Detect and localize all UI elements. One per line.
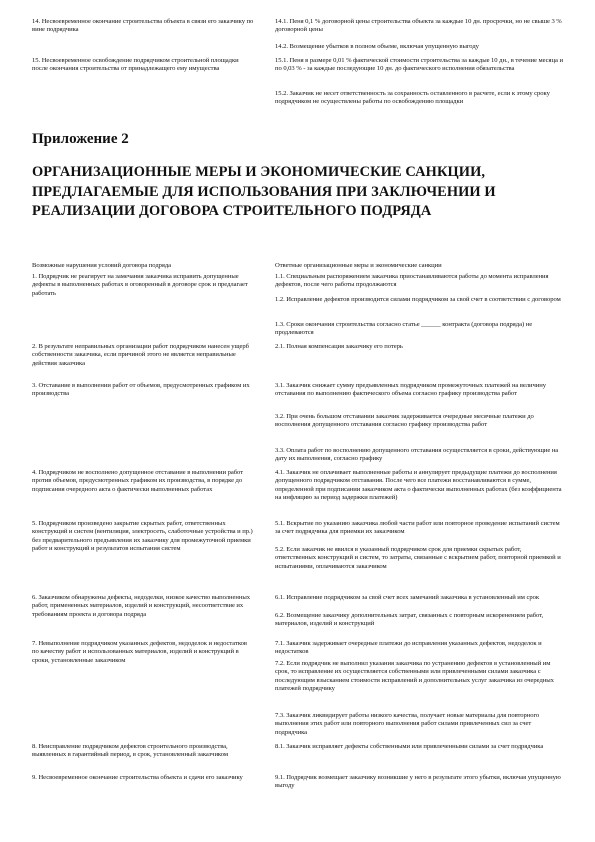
sanction-text: 7.3. Заказчик ликвидирует работы низкого качества, получает новые материалы для повторного выполнения этих работ или повторного выполнения работ силами привлеченных сил за счет подрядчика	[275, 712, 540, 736]
sanction-text: 3.2. При очень большом отставании заказчик задерживается очередные месячные платежи до восполнения допущенного отставания согласно графику производства работ	[275, 413, 534, 429]
sanction-text: 14.1. Пеня 0,1 % договорной цены строительства объекта за каждые 10 дн. просрочки, но не свыше 3 % договорной цены	[275, 18, 562, 34]
column-header-violations: Возможные нарушения условий договора подряда	[32, 262, 172, 269]
violation-text: 4. Подрядчиком не восполнено допущенное отставание в выполнении работ против объемов, предусмотренных графиком их производства, в порядке до подписания очередного акта о фактически выполненных работах	[32, 469, 244, 493]
violation-text: 8. Неисправление подрядчиком дефектов строительного производства, выявленных в гарантийный период, в срок, установленный заказчиком	[32, 743, 228, 759]
sanction-text: 15.2. Заказчик не несет ответственность за сохранность оставленного в расчете, если к этому сроку подрядчиком не осуществлены работы по освобождению площадки	[275, 90, 550, 106]
main-heading: ОРГАНИЗАЦИОННЫЕ МЕРЫ И ЭКОНОМИЧЕСКИЕ САНКЦИИ, ПРЕДЛАГАЕМЫЕ ДЛЯ ИСПОЛЬЗОВАНИЯ ПРИ ЗАКЛЮЧЕНИИ И РЕАЛИЗАЦИИ ДОГОВОРА СТРОИТЕЛЬНОГО ПОДРЯДА	[32, 164, 496, 219]
violation-text: 14. Несвоевременное окончание строительства объекта в связи его заказчику по вине подрядчика	[32, 18, 254, 34]
sanction-text: 1.2. Исправление дефектов производится силами подрядчиком за свой счет в соответствии с договором	[275, 296, 561, 303]
violation-text: 5. Подрядчиком произведено закрытие скрытых работ, ответственных конструкций и систем (вентиляция, электросеть, слаботочные устройства и пр.) без предварительного предъявления их заказчику для промежуточной приемки работ и конструкций и результатов испытания систем	[32, 520, 253, 552]
sanction-text: 15.1. Пеня в размере 0,01 % фактической стоимости строительства за каждые 10 дн., в течение месяца и по 0,03 % - за каждые последующие 10 дн. до фактического исполнения обязательства	[275, 57, 563, 73]
sanction-text: 5.2. Если заказчик не явился в указанный подрядчиком срок для приемки скрытых работ, ответственных конструкций и систем, то затраты, связанные с вскрытием работ, повторной приемкой и испытаниями, оплачиваются заказчиком	[275, 546, 561, 570]
violation-text: 6. Заказчиком обнаружены дефекты, недоделки, низкое качество выполненных работ, примененных материалов, изделий и конструкций, несоответствие их требованиям проекта и договора подряда	[32, 594, 250, 618]
sanction-text: 4.1. Заказчик не оплачивает выполненные работы и аннулирует предыдущие платежи до восполнения допущенного подрядчиком отставания. После чего все платежи восстанавливаются в сумме, определенной при подписании заказчиком акта о фактически выполненных работах (без коэффициента на инфляцию за период задержки платежей)	[275, 469, 562, 501]
violation-text: 15. Несвоевременное освобождение подрядчиком строительной площадки после окончания строительства от принадлежащего ему имущества	[32, 57, 239, 73]
sanction-text: 9.1. Подрядчик возмещает заказчику возникшие у него в результате этого убытки, включая упущенную выгоду	[275, 774, 561, 790]
appendix-title: Приложение 2	[32, 131, 129, 147]
sanction-text: 8.1. Заказчик исправляет дефекты собственными или привлеченными силами за счет подрядчика	[275, 743, 544, 750]
violation-text: 7. Невыполнение подрядчиком указанных дефектов, недоделок и недостатков по качеству работ и использованных материалов, изделий и конструкций в сроки, установленные заказчиком	[32, 640, 247, 664]
violation-text: 9. Несвоевременное окончание строительства объекта и сдачи его заказчику	[32, 774, 243, 781]
violation-text: 1. Подрядчик не реагирует на замечания заказчика исправить допущенные дефекты в выполненных работах в оговоренный в договоре срок и предлагает работать	[32, 273, 248, 297]
sanction-text: 1.1. Специальным распоряжением заказчика приостанавливаются работы до момента исправления дефектов, после чего работы продолжаются	[275, 273, 549, 289]
column-header-sanctions: Ответные организационные меры и экономические санкции	[275, 262, 442, 269]
violation-text: 3. Отставание в выполнении работ от объемов, предусмотренных графиком их производства	[32, 382, 250, 398]
violation-text: 2. В результате неправильных организации работ подрядчиком нанесен ущерб собственности заказчика, если причиной этого не является неправильные действия заказчика	[32, 343, 249, 367]
sanction-text: 6.1. Исправление подрядчиком за свой счет всех замечаний заказчика в установленный им срок	[275, 594, 540, 601]
sanction-text: 1.3. Сроки окончания строительства согласно статье ______ контракта (договора подряда) не продлеваются	[275, 321, 533, 337]
sanction-text: 7.2. Если подрядчик не выполнил указания заказчика по устранению дефектов в установленный им срок, то исправление их осуществляется собственными или привлеченными силами заказчика с последующим взысканием стоимости исправлений и дополнительных услуг заказчика из очередных платежей подрядчику	[275, 660, 554, 692]
sanction-text: 5.1. Вскрытие по указанию заказчика любой части работ или повторное проведение испытаний систем за счет подрядчика для приемки их заказчиком	[275, 520, 560, 536]
sanction-text: 3.3. Оплата работ по восполнению допущенного отставания осуществляется в сроки, действующие на дату их выполнения, согласно графику	[275, 447, 559, 463]
sanction-text: 2.1. Полная компенсация заказчику его потерь	[275, 343, 403, 350]
sanction-text: 6.2. Возмещение заказчику дополнительных затрат, связанных с повторным искоренением работ, материалов, изделий и конструкций	[275, 612, 544, 628]
sanction-text: 7.1. Заказчик задерживает очередные платежи до исправления указанных дефектов, недоделок и недостатков	[275, 640, 542, 656]
sanction-text: 14.2. Возмещение убытков в полном объеме, включая упущенную выгоду	[275, 43, 479, 50]
sanction-text: 3.1. Заказчик снижает сумму предъявленных подрядчиком промежуточных платежей на величину отставания по выполнению фактического объема согласно графику производства работ	[275, 382, 546, 398]
